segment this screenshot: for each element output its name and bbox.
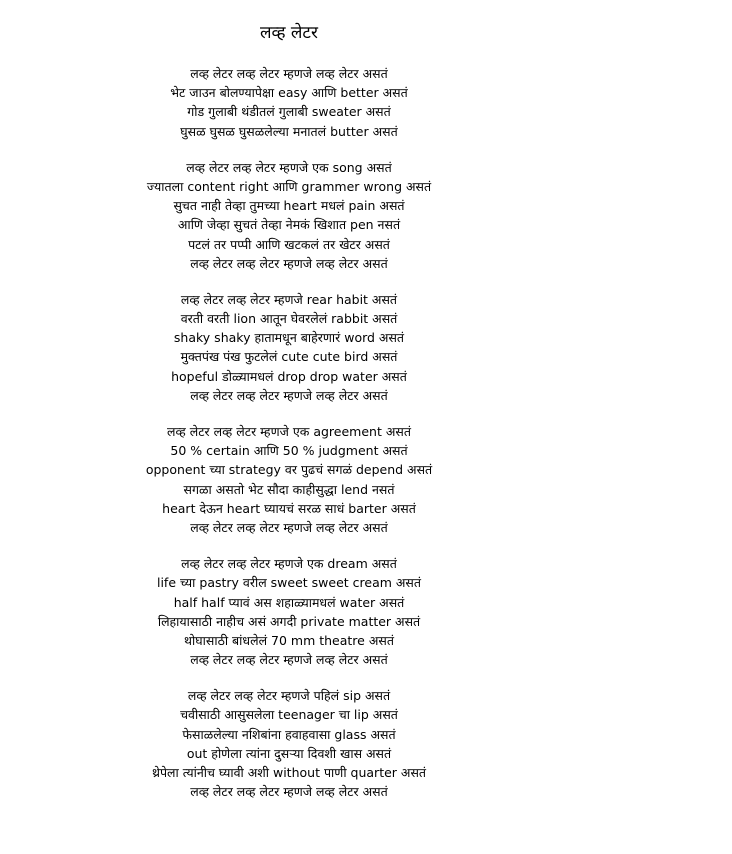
poem-line: लिहायासाठी नाहीच असं अगदी private matter असतं [157,613,421,629]
poem-line: लव्ह लेटर लव्ह लेटर म्हणजे लव्ह लेटर असतं [190,66,388,81]
poem-body [0,64,578,818]
poem-line: लव्ह लेटर लव्ह लेटर म्हणजे लव्ह लेटर असतं [190,519,388,535]
poem-line: घुसळ घुसळ घुसळलेल्या मनातलं butter असतं [180,123,398,139]
poem-line: life च्या pastry वरील sweet sweet cream असतं [156,575,422,591]
poem-line: लव्ह लेटर लव्ह लेटर म्हणजे लव्ह लेटर असतं [190,784,388,800]
poem-line: मुक्तपंख पंख फुटलेलं cute cute bird असतं [180,349,398,365]
poem-line: लव्ह लेटर लव्ह लेटर म्हणजे पहिलं sip असतं [187,688,391,704]
stanza [0,290,578,405]
poem-line: भेट जाउन बोलण्यापेक्षा easy आणि better असतं [170,85,408,101]
poem-line: shaky shaky हातामधून बाहेरणारं word असतं [173,330,405,346]
poem-line: लव्ह लेटर लव्ह लेटर म्हणजे एक agreement असतं [167,424,411,439]
poem-line: opponent च्या strategy वर पुढचं सगळं depend असतं [145,462,433,478]
poem-line: लव्ह लेटर लव्ह लेटर म्हणजे एक dream असतं [181,556,397,572]
poem-line: 50 % certain आणि 50 % judgment असतं [170,443,408,459]
poem-line: सगळा असतो भेट सौदा काहीसुद्धा lend नसतं [183,481,395,497]
poem-line: आणि जेव्हा सुचतं तेव्हा नेमकं खिशात pen नसतं [177,217,401,233]
poem-line: गोड गुलाबी थंडीतलं गुलाबी sweater असतं [187,104,391,120]
stanza [0,686,578,801]
poem-line: लव्ह लेटर लव्ह लेटर म्हणजे एक song असतं [186,159,392,175]
poem-line: half half प्यावं अस शहाळ्यामधलं water असतं [173,594,405,610]
poem-line: लव्ह लेटर लव्ह लेटर म्हणजे rear habit असतं [180,291,398,307]
stanza [0,422,578,537]
poem-line: थोघासाठी बांधलेलं 70 mm theatre असतं [184,632,394,648]
stanza [0,158,578,273]
stanza [0,64,578,141]
poem-line: थ्रेपेला त्यांनीच घ्यावी अशी without पाणी quarter असतं [151,765,427,780]
poem-line: चवीसाठी आसुसलेला teenager चा lip असतं [180,707,398,723]
poem-line: out होणेला त्यांना दुसऱ्या दिवशी खास असतं [186,745,392,761]
poem-line: वरती वरती lion आतून घेवरलेलं rabbit असतं [180,311,398,327]
poem-line: लव्ह लेटर लव्ह लेटर म्हणजे लव्ह लेटर असतं [190,387,388,403]
stanza [0,554,578,669]
poem-line: heart देऊन heart घ्यायचं सरळ साधं barter असतं [162,500,416,516]
poem-line: hopeful डोळ्यामधलं drop drop water असतं [171,368,407,384]
poem-line: फेसाळलेल्या नशिबांना हवाहवासा glass असतं [182,726,396,742]
poem-title: लव्ह लेटर [260,23,318,43]
poem-line: ज्यातला content right आणि grammer wrong असतं [146,178,432,194]
poem-line: पटलं तर पप्पी आणि खटकलं तर खेटर असतं [188,236,390,252]
poem-line: सुचत नाही तेव्हा तुमच्या heart मधलं pain असतं [173,198,405,214]
poem-line: लव्ह लेटर लव्ह लेटर म्हणजे लव्ह लेटर असतं [190,652,388,668]
poem-line: लव्ह लेटर लव्ह लेटर म्हणजे लव्ह लेटर असतं [190,255,388,271]
